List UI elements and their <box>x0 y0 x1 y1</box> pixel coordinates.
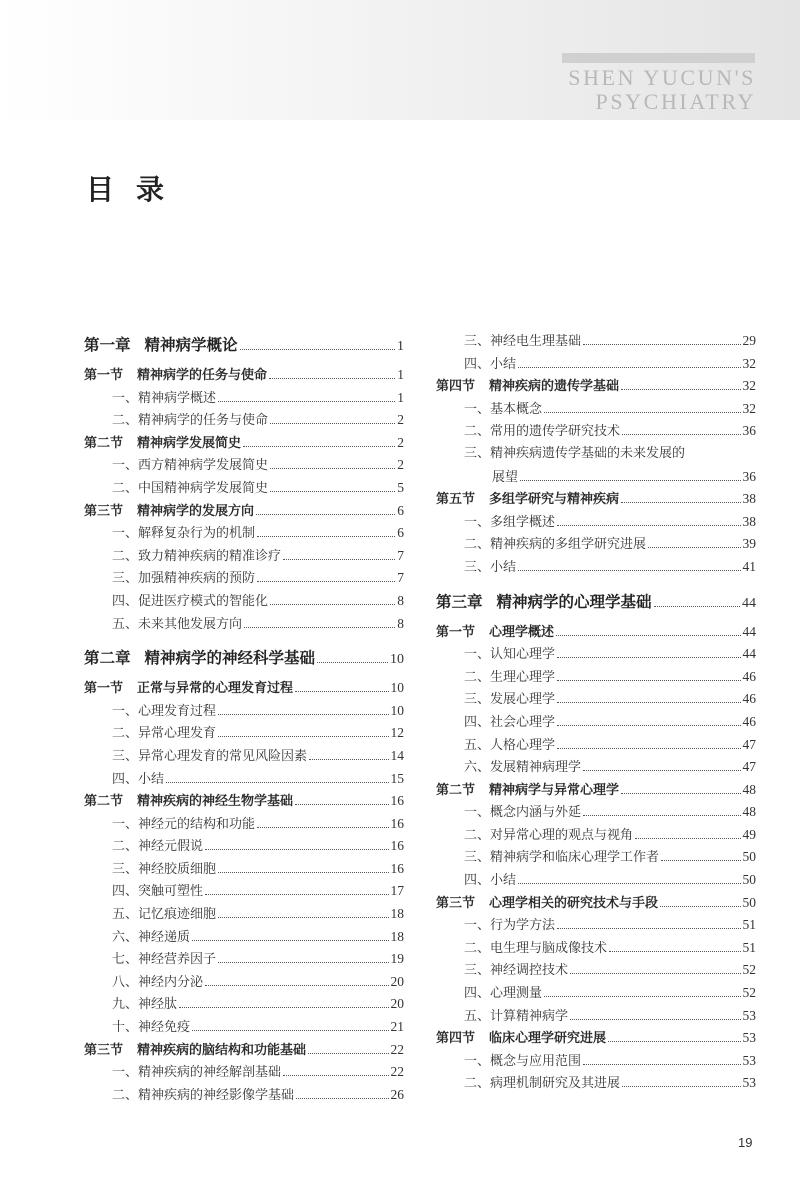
toc-entry-label: 一、精神疾病的神经解剖基础 <box>112 1065 282 1081</box>
toc-item-entry[interactable] <box>436 688 756 711</box>
toc-page-number: 38 <box>742 513 756 529</box>
toc-dot-leader <box>621 502 740 503</box>
toc-page-number: 2 <box>397 434 404 450</box>
toc-page-number: 22 <box>390 1041 404 1057</box>
toc-dot-leader <box>218 401 395 402</box>
page-number: 19 <box>738 1135 753 1150</box>
toc-dot-leader <box>296 1098 388 1099</box>
toc-entry-label: 三、神经胶质细胞 <box>112 861 217 877</box>
toc-dot-leader <box>308 1053 388 1054</box>
toc-item-entry[interactable] <box>436 1050 756 1073</box>
toc-entry-label: 七、神经营养因子 <box>112 952 217 968</box>
toc-entry-label: 九、神经肽 <box>112 997 178 1013</box>
toc-entry-label: 精神病学发展简史 <box>137 435 242 451</box>
toc-entry-label: 一、认知心理学 <box>464 647 556 663</box>
toc-section-entry[interactable] <box>436 621 756 644</box>
toc-page-number: 53 <box>742 1052 756 1068</box>
toc-entry-label: 四、小结 <box>464 873 517 889</box>
toc-entry-label: 三、精神疾病遗传学基础的未来发展的 <box>464 445 686 461</box>
toc-page-number: 1 <box>397 389 404 405</box>
toc-page-number: 18 <box>390 928 404 944</box>
toc-dot-leader <box>557 525 740 526</box>
toc-dot-leader <box>295 691 388 692</box>
toc-dot-leader <box>240 349 395 350</box>
toc-page-number: 48 <box>742 804 756 820</box>
toc-section-number: 第三节 <box>436 895 476 911</box>
toc-entry-label: 精神病学的发展方向 <box>137 503 255 519</box>
toc-item-entry[interactable] <box>84 926 404 949</box>
toc-page-number: 49 <box>742 826 756 842</box>
toc-page-number: 12 <box>390 725 404 741</box>
toc-entry-label: 一、精神病学概述 <box>112 390 217 406</box>
toc-entry-label: 二、生理心理学 <box>464 669 556 685</box>
toc-section-number: 第一节 <box>436 624 476 640</box>
toc-section-number: 第一节 <box>84 368 124 383</box>
toc-page-number: 46 <box>742 668 756 684</box>
toc-dot-leader <box>218 736 388 737</box>
toc-item-entry[interactable] <box>436 959 756 982</box>
toc-section-entry[interactable] <box>436 892 756 915</box>
toc-entry-label: 精神病学概论 <box>144 336 238 354</box>
toc-item-entry[interactable] <box>84 567 404 590</box>
toc-entry-label: 二、中国精神病学发展简史 <box>112 480 269 496</box>
toc-dot-leader <box>317 662 388 663</box>
toc-entry-label: 精神疾病的遗传学基础 <box>489 379 620 395</box>
brand-logo <box>568 66 756 114</box>
toc-entry-label: 一、行为学方法 <box>464 918 556 934</box>
toc-entry-label: 三、发展心理学 <box>464 692 556 708</box>
toc-item-entry[interactable] <box>84 545 404 568</box>
toc-section-entry[interactable] <box>84 677 404 700</box>
toc-dot-leader <box>557 748 740 749</box>
toc-entry-label: 一、多组学概述 <box>464 514 556 530</box>
toc-section-number: 第五节 <box>436 492 476 508</box>
toc-section-entry[interactable] <box>84 364 404 387</box>
toc-dot-leader <box>557 657 740 658</box>
toc-item-entry[interactable] <box>436 533 756 556</box>
toc-section-number: 第一节 <box>84 681 124 697</box>
toc-chapter-number: 第三章 <box>436 592 483 611</box>
toc-item-entry[interactable] <box>436 556 756 579</box>
toc-page-number: 19 <box>390 951 404 967</box>
toc-dot-leader <box>660 906 740 907</box>
toc-dot-leader <box>243 446 395 447</box>
toc-section-entry[interactable] <box>84 790 404 813</box>
toc-item-entry[interactable] <box>84 880 404 903</box>
toc-section-number: 第二节 <box>84 794 124 810</box>
toc-dot-leader <box>583 815 740 816</box>
toc-entry-label: 多组学研究与精神疾病 <box>489 492 620 508</box>
toc-item-entry[interactable] <box>436 511 756 534</box>
toc-dot-leader <box>257 581 395 582</box>
toc-entry-label: 心理学相关的研究技术与手段 <box>489 895 659 911</box>
toc-entry-label: 二、异常心理发育 <box>112 726 217 742</box>
toc-page-number: 6 <box>397 502 404 518</box>
toc-item-entry[interactable] <box>84 1016 404 1039</box>
toc-page-number: 46 <box>742 713 756 729</box>
page-title: 目录 <box>86 173 187 206</box>
toc-dot-leader <box>570 973 740 974</box>
toc-dot-leader <box>583 344 740 345</box>
toc-section-number: 第四节 <box>436 1031 476 1047</box>
toc-item-entry[interactable] <box>436 711 756 734</box>
toc-dot-leader <box>654 606 740 607</box>
toc-section-entry[interactable] <box>84 432 404 455</box>
toc-page-number: 50 <box>742 894 756 910</box>
toc-dot-leader <box>270 468 395 469</box>
toc-entry-label: 五、未来其他发展方向 <box>112 616 243 632</box>
toc-entry-label: 二、精神病学的任务与使命 <box>112 413 269 429</box>
toc-page-number: 32 <box>742 400 756 416</box>
toc-entry-label: 精神病学的任务与使命 <box>137 368 268 383</box>
toc-entry-label: 四、心理测量 <box>464 986 543 1002</box>
toc-entry-label: 精神病学的心理学基础 <box>496 592 652 611</box>
toc-entry-label: 三、精神病学和临床心理学工作者 <box>464 850 660 866</box>
toc-dot-leader <box>556 635 740 636</box>
toc-dot-leader <box>570 1019 740 1020</box>
toc-chapter-number: 第二章 <box>84 649 131 668</box>
toc-dot-leader <box>518 883 740 884</box>
toc-page-number: 16 <box>390 815 404 831</box>
toc-page-number: 44 <box>742 623 756 639</box>
toc-entry-label: 一、基本概念 <box>464 401 543 417</box>
toc-page-number: 41 <box>742 558 756 574</box>
toc-dot-leader <box>557 680 740 681</box>
toc-page-number: 16 <box>390 838 404 854</box>
toc-entry-label: 六、发展精神病理学 <box>464 760 582 776</box>
toc-item-entry[interactable] <box>84 745 404 768</box>
toc-page-number: 50 <box>742 872 756 888</box>
toc-item-entry[interactable] <box>84 590 404 613</box>
toc-entry-label: 八、神经内分泌 <box>112 974 204 990</box>
toc-item-entry[interactable] <box>436 846 756 869</box>
toc-dot-leader <box>622 434 740 435</box>
toc-dot-leader <box>557 725 740 726</box>
toc-dot-leader <box>257 827 388 828</box>
toc-item-entry[interactable] <box>84 700 404 723</box>
toc-item-entry[interactable] <box>84 813 404 836</box>
toc-page-number: 36 <box>742 468 756 484</box>
brand-line-1: SHEN YUCUN'S <box>568 65 756 90</box>
toc-chapter-entry[interactable] <box>84 643 404 673</box>
toc-item-entry[interactable] <box>436 801 756 824</box>
toc-item-entry[interactable] <box>436 869 756 892</box>
toc-item-entry[interactable] <box>436 330 756 353</box>
toc-page-number: 52 <box>742 962 756 978</box>
toc-page-number: 39 <box>742 536 756 552</box>
toc-dot-leader <box>205 849 388 850</box>
toc-entry-label: 五、人格心理学 <box>464 737 556 753</box>
toc-entry-label: 四、促进医疗模式的智能化 <box>112 593 269 609</box>
toc-item-entry[interactable] <box>84 768 404 791</box>
toc-dot-leader <box>518 570 740 571</box>
toc-page-number: 32 <box>742 378 756 394</box>
toc-entry-label: 五、计算精神病学 <box>464 1008 569 1024</box>
toc-entry-label: 二、对异常心理的观点与视角 <box>464 827 634 843</box>
toc-dot-leader <box>661 860 740 861</box>
toc-page-number: 8 <box>397 615 404 631</box>
toc-dot-leader <box>270 604 395 605</box>
toc-page-number: 51 <box>742 939 756 955</box>
toc-page-number: 26 <box>390 1086 404 1102</box>
toc-item-entry[interactable] <box>84 948 404 971</box>
toc-entry-label: 四、社会心理学 <box>464 714 556 730</box>
toc-page-number: 16 <box>390 793 404 809</box>
toc-item-entry[interactable] <box>436 643 756 666</box>
toc-item-entry[interactable] <box>436 937 756 960</box>
toc-entry-label: 一、西方精神病学发展简史 <box>112 458 269 474</box>
toc-entry-label: 四、小结 <box>464 356 517 372</box>
toc-item-entry[interactable] <box>84 613 404 636</box>
toc-item-entry[interactable] <box>436 443 756 466</box>
toc-entry-label: 五、记忆痕迹细胞 <box>112 907 217 923</box>
toc-right-column <box>436 330 756 1095</box>
toc-page-number: 17 <box>390 883 404 899</box>
toc-item-entry[interactable] <box>84 409 404 432</box>
toc-entry-label: 二、神经元假说 <box>112 839 204 855</box>
toc-dot-leader <box>192 1030 388 1031</box>
toc-section-entry[interactable] <box>84 500 404 523</box>
toc-entry-label: 三、神经调控技术 <box>464 963 569 979</box>
toc-section-entry[interactable] <box>436 1027 756 1050</box>
toc-dot-leader <box>635 838 740 839</box>
toc-entry-label: 三、加强精神疾病的预防 <box>112 571 256 587</box>
toc-entry-label: 一、概念与应用范围 <box>464 1053 582 1069</box>
toc-page-number: 2 <box>397 412 404 428</box>
toc-item-entry[interactable] <box>84 387 404 410</box>
toc-page-number: 15 <box>390 770 404 786</box>
toc-page-number: 16 <box>390 860 404 876</box>
toc-page-number: 29 <box>742 333 756 348</box>
toc-left-column <box>84 330 404 1106</box>
toc-page-number: 22 <box>390 1064 404 1080</box>
toc-page-number: 47 <box>742 759 756 775</box>
toc-dot-leader <box>269 378 395 379</box>
toc-item-entry[interactable] <box>436 756 756 779</box>
toc-dot-leader <box>244 627 395 628</box>
toc-page-number: 36 <box>742 423 756 439</box>
toc-page-number: 18 <box>390 906 404 922</box>
toc-entry-label: 四、突触可塑性 <box>112 884 204 900</box>
toc-entry-label: 一、心理发育过程 <box>112 703 217 719</box>
toc-dot-leader <box>179 1007 388 1008</box>
toc-entry-label: 一、概念内涵与外延 <box>464 805 582 821</box>
toc-entry-label: 精神病学的神经科学基础 <box>144 649 316 668</box>
toc-dot-leader <box>283 1075 388 1076</box>
toc-dot-leader <box>256 514 395 515</box>
brand-line-2: PSYCHIATRY <box>595 89 756 114</box>
toc-dot-leader <box>309 759 388 760</box>
toc-item-entry[interactable] <box>84 993 404 1016</box>
toc-dot-leader <box>257 536 395 537</box>
toc-page-number: 53 <box>742 1030 756 1046</box>
toc-item-entry[interactable] <box>436 1005 756 1028</box>
toc-page-number: 2 <box>397 457 404 473</box>
toc-cont-entry[interactable] <box>436 466 756 489</box>
toc-dot-leader <box>557 928 740 929</box>
toc-dot-leader <box>283 559 395 560</box>
toc-entry-label: 二、电生理与脑成像技术 <box>464 940 608 956</box>
toc-chapter-entry[interactable] <box>436 587 756 617</box>
toc-item-entry[interactable] <box>84 903 404 926</box>
toc-dot-leader <box>622 1086 740 1087</box>
toc-item-entry[interactable] <box>436 353 756 376</box>
toc-dot-leader <box>609 951 740 952</box>
toc-page-number: 14 <box>390 747 404 763</box>
toc-dot-leader <box>621 793 740 794</box>
toc-dot-leader <box>518 367 740 368</box>
toc-dot-leader <box>205 985 388 986</box>
toc-item-entry[interactable] <box>84 722 404 745</box>
toc-chapter-number: 第一章 <box>84 336 131 354</box>
toc-page-number: 51 <box>742 917 756 933</box>
toc-dot-leader <box>583 770 740 771</box>
header-rule <box>562 53 755 63</box>
toc-item-entry[interactable] <box>436 1072 756 1095</box>
toc-item-entry[interactable] <box>436 398 756 421</box>
toc-page-number: 8 <box>397 592 404 608</box>
toc-entry-label: 正常与异常的心理发育过程 <box>137 681 294 697</box>
toc-entry-label: 精神病学与异常心理学 <box>489 782 620 798</box>
toc-page-number: 6 <box>397 525 404 541</box>
toc-dot-leader <box>295 804 388 805</box>
toc-entry-label: 一、神经元的结构和功能 <box>112 816 256 832</box>
toc-chapter-entry[interactable] <box>84 330 404 360</box>
toc-page-number: 50 <box>742 849 756 865</box>
toc-item-entry[interactable] <box>436 734 756 757</box>
toc-entry-label: 一、解释复杂行为的机制 <box>112 526 256 542</box>
toc-page-number: 1 <box>397 339 404 354</box>
toc-page-number: 46 <box>742 691 756 707</box>
toc-page-number: 47 <box>742 736 756 752</box>
toc-page-number: 10 <box>390 652 404 668</box>
toc-section-entry[interactable] <box>84 1039 404 1062</box>
toc-entry-label: 心理学概述 <box>489 624 555 640</box>
toc-section-number: 第二节 <box>84 435 124 451</box>
toc-entry-label: 精神疾病的脑结构和功能基础 <box>137 1042 307 1058</box>
toc-entry-label: 精神疾病的神经生物学基础 <box>137 794 294 810</box>
toc-item-entry[interactable] <box>436 914 756 937</box>
toc-page-number: 10 <box>390 680 404 696</box>
toc-page-number: 21 <box>390 1019 404 1035</box>
toc-section-number: 第二节 <box>436 782 476 798</box>
toc-dot-leader <box>544 412 740 413</box>
toc-item-entry[interactable] <box>84 1061 404 1084</box>
toc-dot-leader <box>218 962 388 963</box>
toc-page-number: 1 <box>397 367 404 382</box>
toc-page-number: 38 <box>742 491 756 507</box>
toc-item-entry[interactable] <box>84 477 404 500</box>
toc-entry-label: 四、小结 <box>112 771 165 787</box>
toc-dot-leader <box>557 702 740 703</box>
toc-entry-label: 六、神经递质 <box>112 929 191 945</box>
toc-item-entry[interactable] <box>84 454 404 477</box>
toc-item-entry[interactable] <box>84 971 404 994</box>
toc-page-number: 53 <box>742 1007 756 1023</box>
toc-page-number: 7 <box>397 570 404 586</box>
toc-page-number: 20 <box>390 996 404 1012</box>
toc-dot-leader <box>192 940 388 941</box>
toc-dot-leader <box>648 547 740 548</box>
toc-dot-leader <box>270 423 395 424</box>
toc-entry-label: 二、常用的遗传学研究技术 <box>464 424 621 440</box>
toc-dot-leader <box>544 996 740 997</box>
toc-entry-label: 十、神经免疫 <box>112 1020 191 1036</box>
toc-entry-label: 三、神经电生理基础 <box>464 334 582 349</box>
toc-dot-leader <box>621 389 740 390</box>
toc-page-number: 7 <box>397 547 404 563</box>
toc-page-number: 48 <box>742 781 756 797</box>
toc-section-entry[interactable] <box>436 779 756 802</box>
toc-page-number: 10 <box>390 702 404 718</box>
toc-entry-label: 三、异常心理发育的常见风险因素 <box>112 748 308 764</box>
toc-dot-leader <box>205 894 388 895</box>
toc-page-number: 20 <box>390 973 404 989</box>
toc-entry-label: 展望 <box>492 469 519 485</box>
toc-item-entry[interactable] <box>84 835 404 858</box>
toc-dot-leader <box>270 491 395 492</box>
toc-item-entry[interactable] <box>84 1084 404 1107</box>
toc-entry-label: 二、病理机制研究及其进展 <box>464 1076 621 1092</box>
toc-item-entry[interactable] <box>436 420 756 443</box>
toc-entry-label: 临床心理学研究进展 <box>489 1031 607 1047</box>
toc-section-entry[interactable] <box>436 488 756 511</box>
toc-dot-leader <box>583 1064 740 1065</box>
toc-page-number: 44 <box>742 595 756 611</box>
toc-page-number: 53 <box>742 1075 756 1091</box>
toc-page-number: 32 <box>742 355 756 371</box>
toc-dot-leader <box>218 872 388 873</box>
toc-item-entry[interactable] <box>436 982 756 1005</box>
toc-section-number: 第三节 <box>84 1042 124 1058</box>
toc-item-entry[interactable] <box>436 824 756 847</box>
toc-section-number: 第四节 <box>436 379 476 395</box>
toc-page-number: 5 <box>397 479 404 495</box>
toc-dot-leader <box>520 480 740 481</box>
header-band <box>0 0 800 120</box>
toc-entry-label: 二、精神疾病的多组学研究进展 <box>464 537 647 553</box>
toc-page-number: 44 <box>742 646 756 662</box>
toc-dot-leader <box>608 1041 740 1042</box>
toc-entry-label: 二、精神疾病的神经影像学基础 <box>112 1087 295 1103</box>
toc-page-number: 52 <box>742 985 756 1001</box>
toc-entry-label: 三、小结 <box>464 559 517 575</box>
toc-entry-label: 二、致力精神疾病的精准诊疗 <box>112 548 282 564</box>
toc-section-number: 第三节 <box>84 503 124 519</box>
toc-dot-leader <box>218 917 388 918</box>
toc-item-entry[interactable] <box>436 666 756 689</box>
toc-dot-leader <box>166 782 388 783</box>
toc-dot-leader <box>218 714 388 715</box>
toc-item-entry[interactable] <box>84 858 404 881</box>
toc-item-entry[interactable] <box>84 522 404 545</box>
toc-section-entry[interactable] <box>436 375 756 398</box>
